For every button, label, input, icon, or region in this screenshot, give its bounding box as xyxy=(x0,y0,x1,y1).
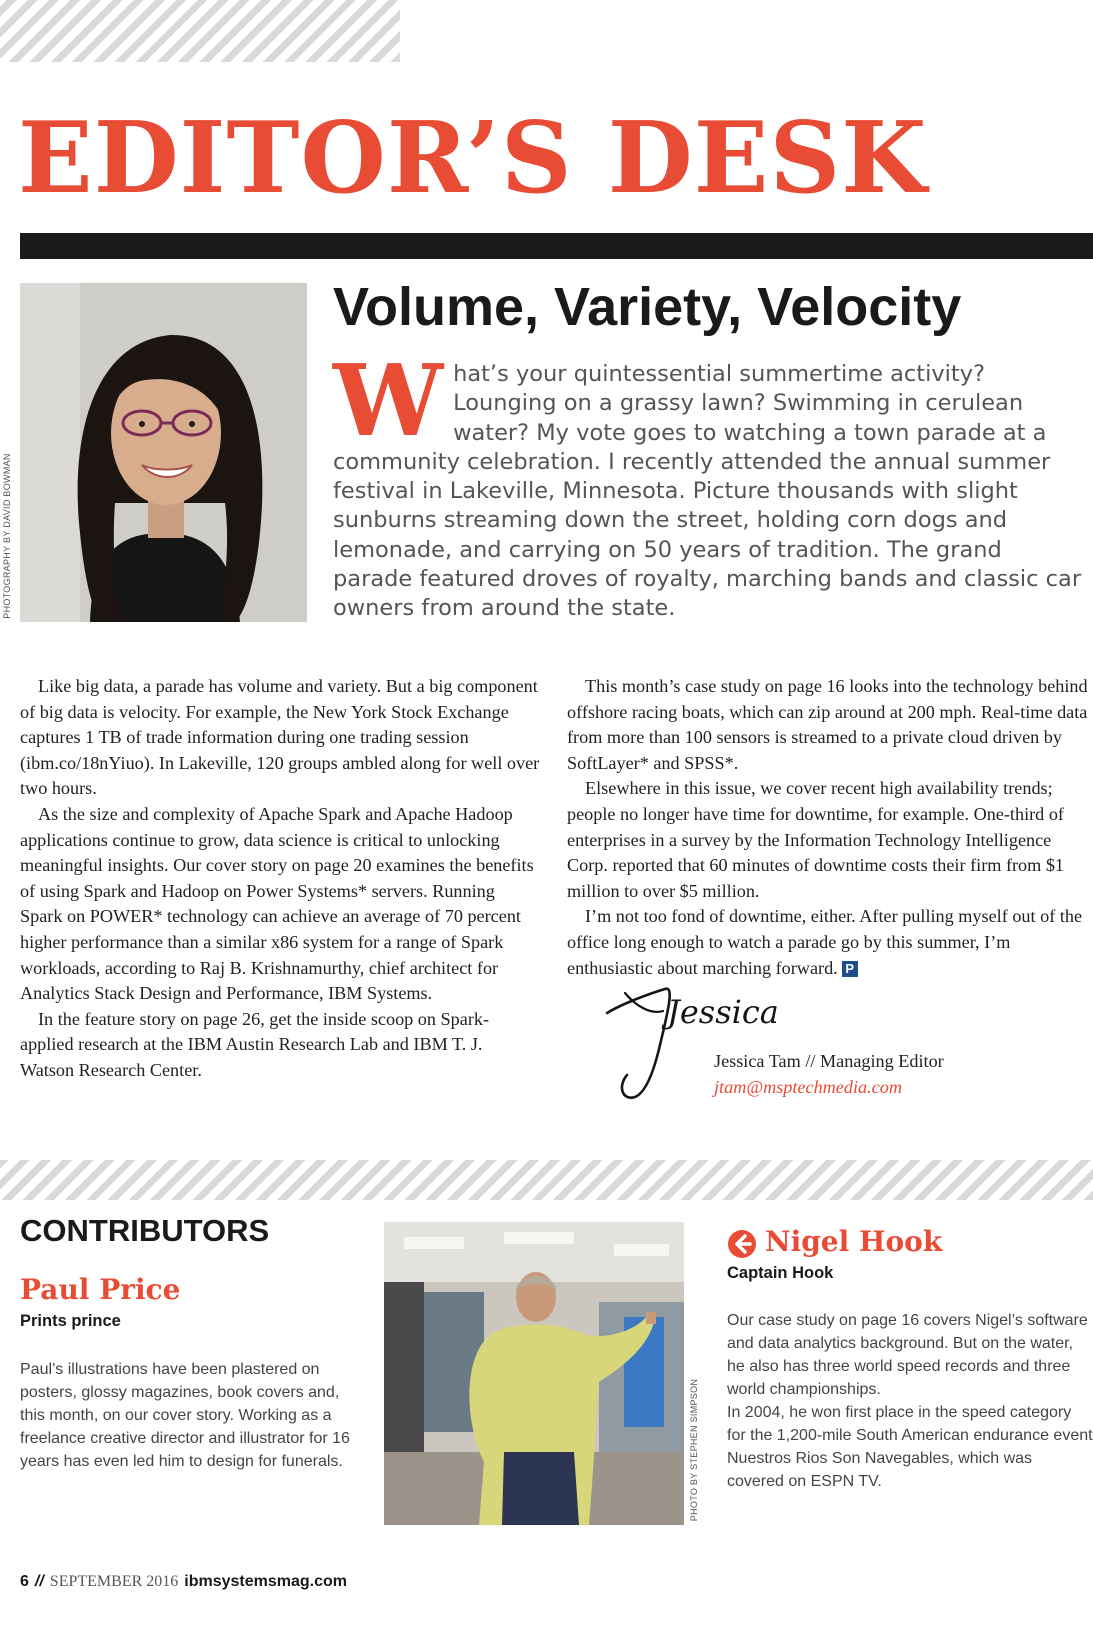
closing-text: I’m not too fond of downtime, either. After pulling myself out of the office long enough to watch a parade go by this summer, I’m enthusiastic about marching forward. xyxy=(567,906,1083,978)
page-number: 6 xyxy=(20,1573,29,1590)
drop-cap: W xyxy=(333,344,444,459)
body-paragraph: As the size and complexity of Apache Spark and Apache Hadoop applications continue to grow, data science is critical to unlocking meaningful insights. Our cover story on page 20 examines the benefits of using Spark and Hadoop on Power Systems* servers. Running Spark on POWER* technology can achieve an average of 70 percent higher performance than a similar x86 system for a range of Spark workloads, according to Raj B. Krishnamurthy, chief architect for Analytics Stack Design and Performance, IBM Systems. xyxy=(20,803,534,1004)
issue-date: SEPTEMBER 2016 xyxy=(49,1573,179,1590)
lede-paragraph xyxy=(333,344,1088,624)
footer-separator: // xyxy=(34,1573,44,1590)
section-title: EDITOR’S DESK xyxy=(18,101,928,216)
body-paragraph: In the feature story on page 26, get the inside scoop on Spark-applied research at the IBM Austin Research Lab and IBM T. J. Watson Research Center. xyxy=(20,1008,490,1080)
page-footer xyxy=(20,1573,347,1591)
website-link[interactable]: ibmsystemsmag.com xyxy=(184,1573,347,1590)
editor-name: Jessica Tam // Managing Editor xyxy=(714,1051,944,1071)
end-mark-icon: P xyxy=(842,961,858,977)
title-rule xyxy=(20,233,1093,259)
contributors-heading: CONTRIBUTORS xyxy=(20,1213,270,1248)
contributor-role-nigel: Captain Hook xyxy=(727,1264,834,1282)
photo-credit: PHOTO BY STEPHEN SIMPSON xyxy=(689,1378,699,1522)
signature-script: Jessica xyxy=(667,993,779,1031)
bio-paragraph: In 2004, he won first place in the speed category for the 1,200-mile South American endurance event Nuestros Rios Son Navegables, which was covered on ESPN TV. xyxy=(727,1404,1093,1490)
contributor-name-nigel: Nigel Hook xyxy=(765,1225,943,1258)
body-paragraph: Like big data, a parade has volume and variety. But a big component of big data is velocity. For example, the New York Stock Exchange captures 1 TB of trade information during one trading session (ibm.co/18nYiuo). In Lakeville, 120 groups ambled along for well over two hours. xyxy=(20,676,540,799)
contributor-bio-nigel xyxy=(727,1309,1093,1493)
body-paragraph: Elsewhere in this issue, we cover recent high availability trends; people no longer have time for downtime, for example. One-third of enterprises in a survey by the Information Technology Intelligence Corp. reported that 60 minutes of downtime costs their firm from $1 million to over $5 million. xyxy=(567,778,1065,901)
body-column-left xyxy=(20,674,540,1084)
photo-credit: PHOTOGRAPHY BY DAVID BOWMAN xyxy=(2,452,12,619)
decorative-stripes-middle xyxy=(0,1160,1093,1200)
contributor-role-paul: Prints prince xyxy=(20,1312,121,1330)
decorative-stripes-top xyxy=(0,0,400,62)
arrow-left-circle-icon xyxy=(727,1229,757,1259)
body-paragraph xyxy=(567,904,1093,981)
contributor-name-paul: Paul Price xyxy=(20,1273,181,1306)
editor-email-link[interactable]: jtam@msptechmedia.com xyxy=(714,1077,902,1097)
body-paragraph: This month’s case study on page 16 looks into the technology behind offshore racing boats, which can zip around at 200 mph. Real-time data from more than 100 sensors is streamed to a private cloud driven by SoftLayer* and SPSS*. xyxy=(567,676,1088,773)
bio-paragraph: Our case study on page 16 covers Nigel’s software and data analytics background. But on the water, he also has three world speed records and three world championships. xyxy=(727,1312,1088,1398)
editor-portrait-photo xyxy=(20,283,307,622)
article-headline: Volume, Variety, Velocity xyxy=(333,277,962,337)
contributor-photo-nigel xyxy=(384,1222,684,1525)
body-column-right xyxy=(567,674,1093,981)
contributor-bio-paul: Paul’s illustrations have been plastered on posters, glossy magazines, book covers and, this month, on our cover story. Working as a freelance creative director and illustrator for 16 years has even led him to design for funerals. xyxy=(20,1361,350,1470)
lede-text: hat’s your quintessential summertime activity? Lounging on a grassy lawn? Swimming in cerulean water? My vote goes to watching a town parade at a community celebration. I recently attended the annual summer festival in Lakeville, Minnesota. Picture thousands with slight sunburns streaming down the street, holding corn dogs and lemonade, and carrying on 50 years of tradition. The grand parade featured droves of royalty, marching bands and classic car owners from around the state. xyxy=(333,361,1082,622)
